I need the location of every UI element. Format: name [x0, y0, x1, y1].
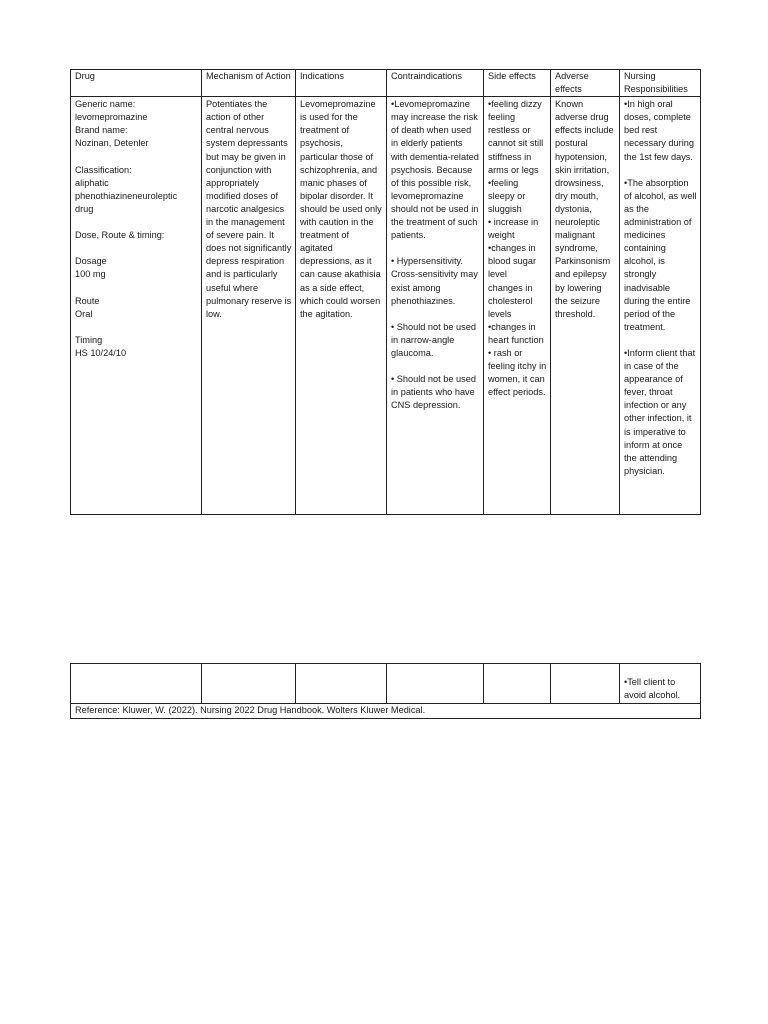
cont-cell-contraindications — [387, 664, 484, 704]
continuation-table — [70, 663, 701, 719]
cell-adverse-effects: Known adverse drug effects include postural hypotension, skin irritation, drowsiness, dry mouth, dystonia, neuroleptic malignant syndrome, Parkinsonism and epilepsy by lowering the seizure threshold. — [551, 97, 620, 515]
header-contraindications: Contraindications — [387, 70, 484, 97]
header-nursing: Nursing Responsibilities — [620, 70, 701, 97]
cell-indications: Levomepromazine is used for the treatment of psychosis, particular those of schizophrenia, and manic phases of bipolar disorder. It should be used only with caution in the treatment of agitated depressions, as it can cause akathisia as a side effect, which could worsen the agitation. — [296, 97, 387, 515]
continuation-row — [71, 664, 701, 704]
table-header-row — [71, 70, 701, 97]
cell-contraindications: •Levomepromazine may increase the risk of death when used in elderly patients with dementia-related psychosis. Because of this possible risk, levomepromazine should not be used in the treatment of such patients. • Hypersensitivity. Cross-sensitivity may exist among phenothiazines. • Should not be used in narrow-angle glaucoma. • Should not be used in patients who have CNS depression. — [387, 97, 484, 515]
cont-cell-side-effects — [484, 664, 551, 704]
table-row — [71, 97, 701, 515]
reference-text: Reference: Kluwer, W. (2022). Nursing 2022 Drug Handbook. Wolters Kluwer Medical. — [71, 704, 701, 719]
header-indications: Indications — [296, 70, 387, 97]
reference-row — [71, 704, 701, 719]
cell-drug-info: Generic name: levomepromazine Brand name: Nozinan, Detenler Classification: aliphatic phenothiazineneuroleptic drug Dose, Route & timing: Dosage 100 mg Route Oral Timing HS 10/24/10 — [71, 97, 202, 515]
cell-side-effects: •feeling dizzy feeling restless or cannot sit still stiffness in arms or legs •feeling sleepy or sluggish • increase in weight •changes in blood sugar level changes in cholesterol levels •changes in heart function • rash or feeling itchy in women, it can effect periods. — [484, 97, 551, 515]
cont-cell-adverse-effects — [551, 664, 620, 704]
header-side-effects: Side effects — [484, 70, 551, 97]
header-adverse-effects: Adverse effects — [551, 70, 620, 97]
cont-cell-drug — [71, 664, 202, 704]
header-mechanism: Mechanism of Action — [202, 70, 296, 97]
cell-nursing: •In high oral doses, complete bed rest necessary during the 1st few days. •The absorption of alcohol, as well as the administration of medicines containing alcohol, is strongly inadvisable during the entire period of the treatment. •Inform client that in case of the appearance of fever, throat infection or any other infection, it is imperative to inform at once the attending physician. — [620, 97, 701, 515]
drug-study-table — [70, 69, 701, 515]
cell-mechanism: Potentiates the action of other central nervous system depressants but may be given in conjunction with appropriately modified doses of narcotic analgesics in the management of severe pain. It does not significantly depress respiration and is particularly useful where pulmonary reserve is low. — [202, 97, 296, 515]
cont-cell-indications — [296, 664, 387, 704]
cont-cell-nursing: •Tell client to avoid alcohol. — [620, 664, 701, 704]
cont-cell-mechanism — [202, 664, 296, 704]
header-drug: Drug — [71, 70, 202, 97]
